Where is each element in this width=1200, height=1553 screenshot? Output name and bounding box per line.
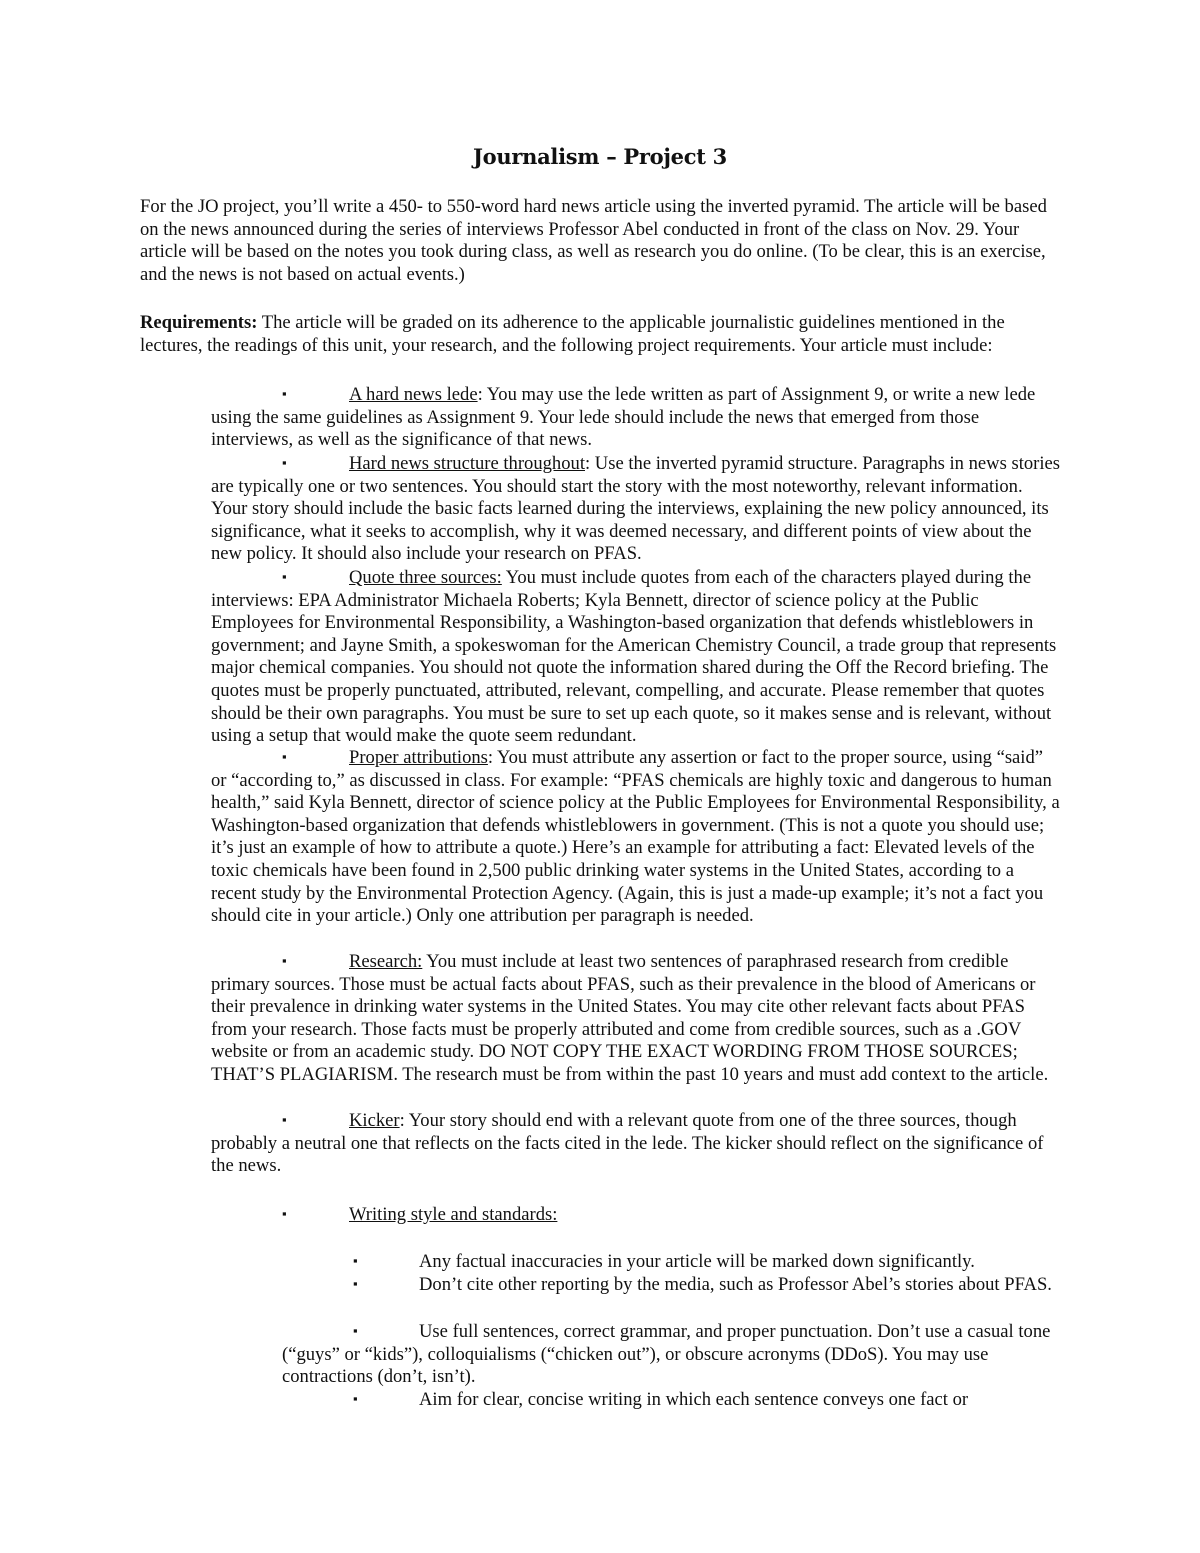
bullet-icon: ▪	[353, 1276, 358, 1291]
requirements-text: The article will be graded on its adherence to the applicable journalistic guidelines mentioned in the lectures, the readings of this unit, your research, and the following project requirements. Your article must include:	[140, 312, 1005, 356]
style-item-grammar	[282, 1320, 1062, 1389]
requirement-text: : You may use the lede written as part of Assignment 9, or write a new lede using the same guidelines as Assignment 9. Your lede should include the news that emerged from those interviews, as well as the significance of that news.	[211, 384, 1036, 451]
style-item-text: Use full sentences, correct grammar, and proper punctuation. Don’t use a casual tone (“guys” or “kids”), colloquialisms (“chicken out”), or obscure acronyms (DDoS). You may use contractions (don’t, isn’t).	[282, 1321, 1051, 1388]
bullet-icon: ▪	[353, 1391, 358, 1406]
bullet-icon: ▪	[282, 749, 287, 764]
bullet-icon: ▪	[282, 1112, 287, 1127]
bullet-icon: ▪	[282, 1206, 287, 1221]
bullet-icon: ▪	[353, 1323, 358, 1338]
requirement-label: Research:	[349, 951, 423, 972]
requirements-paragraph	[140, 312, 1060, 357]
style-item-text: Any factual inaccuracies in your article will be marked down significantly.	[419, 1251, 975, 1272]
requirement-text: You must include at least two sentences of paraphrased research from credible primary sources. Those must be actual facts about PFAS, such as their prevalence in the blood of Americans or their prevalence in drinking water systems in the United States. You may cite other relevant facts about PFAS from your research. Those facts must be properly attributed and come from credible sources, such as a .GOV website or from an academic study. DO NOT COPY THE EXACT WORDING FROM THOSE SOURCES; THAT’S PLAGIARISM. The research must be from within the past 10 years and must add context to the article.	[211, 951, 1049, 1085]
requirement-item-research	[211, 950, 1061, 1087]
requirement-label: Hard news structure throughout	[349, 453, 585, 474]
requirement-text: : Use the inverted pyramid structure. Paragraphs in news stories are typically one or two sentences. You should start the story with the most noteworthy, relevant information. Your story should include the basic facts learned during the interviews, explaining the new policy announced, its significance, what it seeks to accomplish, why it was deemed necessary, and different points of view about the new policy. It should also include your research on PFAS.	[211, 453, 1061, 565]
bullet-icon: ▪	[353, 1253, 358, 1268]
bullet-icon: ▪	[282, 386, 287, 401]
requirement-item-kicker	[211, 1109, 1061, 1178]
requirement-item-quotes	[211, 566, 1061, 748]
style-item-text: Aim for clear, concise writing in which each sentence conveys one fact or	[419, 1389, 969, 1410]
requirement-label: Writing style and standards:	[349, 1204, 558, 1225]
document-title: Journalism – Project 3	[473, 144, 727, 169]
requirement-label: Proper attributions	[349, 747, 488, 768]
requirement-text: You must include quotes from each of the characters played during the interviews: EPA Administrator Michaela Roberts; Kyla Bennett, director of science policy at the Public Employees for Environmental Responsibility, a Washington-based organization that defends whistleblowers in government; and Jayne Smith, a spokeswoman for the American Chemistry Council, a trade group that represents major chemical companies. You should not quote the information shared during the Off the Record briefing. The quotes must be properly punctuated, attributed, relevant, compelling, and accurate. Please remember that quotes should be their own paragraphs. You must be sure to set up each quote, so it makes sense and is relevant, without using a setup that would make the quote seem redundant.	[211, 567, 1057, 747]
requirement-label: A hard news lede	[349, 384, 478, 405]
requirement-text: : You must attribute any assertion or fact to the proper source, using “said” or “according to,” as discussed in class. For example: “PFAS chemicals are highly toxic and dangerous to human health,” said Kyla Bennett, director of science policy at the Public Employees for Environmental Responsibility, a Washington-based organization that defends whistleblowers in government. (This is not a quote you should use; it’s just an example of how to attribute a quote.) Here’s an example for attributing a fact: Elevated levels of the toxic chemicals have been found in 2,500 public drinking water systems in the United States, according to a recent study by the Environmental Protection Agency. (Again, this is just a made-up example; it’s not a fact you should cite in your article.) Only one attribution per paragraph is needed.	[211, 747, 1060, 927]
requirement-text: : Your story should end with a relevant quote from one of the three sources, though probably a neutral one that reflects on the facts cited in the lede. The kicker should reflect on the significance of the news.	[211, 1110, 1044, 1177]
requirement-item-style	[211, 1203, 1061, 1227]
style-item-media	[282, 1273, 1062, 1297]
requirement-item-attributions	[211, 746, 1061, 928]
bullet-icon: ▪	[282, 569, 287, 584]
requirements-label: Requirements:	[140, 312, 258, 333]
style-item-concise	[282, 1388, 1062, 1412]
style-item-accuracy	[282, 1250, 1062, 1274]
requirement-label: Quote three sources:	[349, 567, 502, 588]
bullet-icon: ▪	[282, 953, 287, 968]
style-item-text: Don’t cite other reporting by the media, such as Professor Abel’s stories about PFAS.	[419, 1274, 1052, 1295]
bullet-icon: ▪	[282, 455, 287, 470]
requirement-label: Kicker	[349, 1110, 400, 1131]
intro-paragraph: For the JO project, you’ll write a 450- to 550-word hard news article using the inverted pyramid. The article will be based on the news announced during the series of interviews Professor Abel conducted in front of the class on Nov. 29. Your article will be based on the notes you took during class, as well as research you do online. (To be clear, this is an exercise, and the news is not based on actual events.)	[140, 196, 1047, 285]
requirement-item-lede	[211, 383, 1061, 452]
requirement-item-structure	[211, 452, 1061, 566]
